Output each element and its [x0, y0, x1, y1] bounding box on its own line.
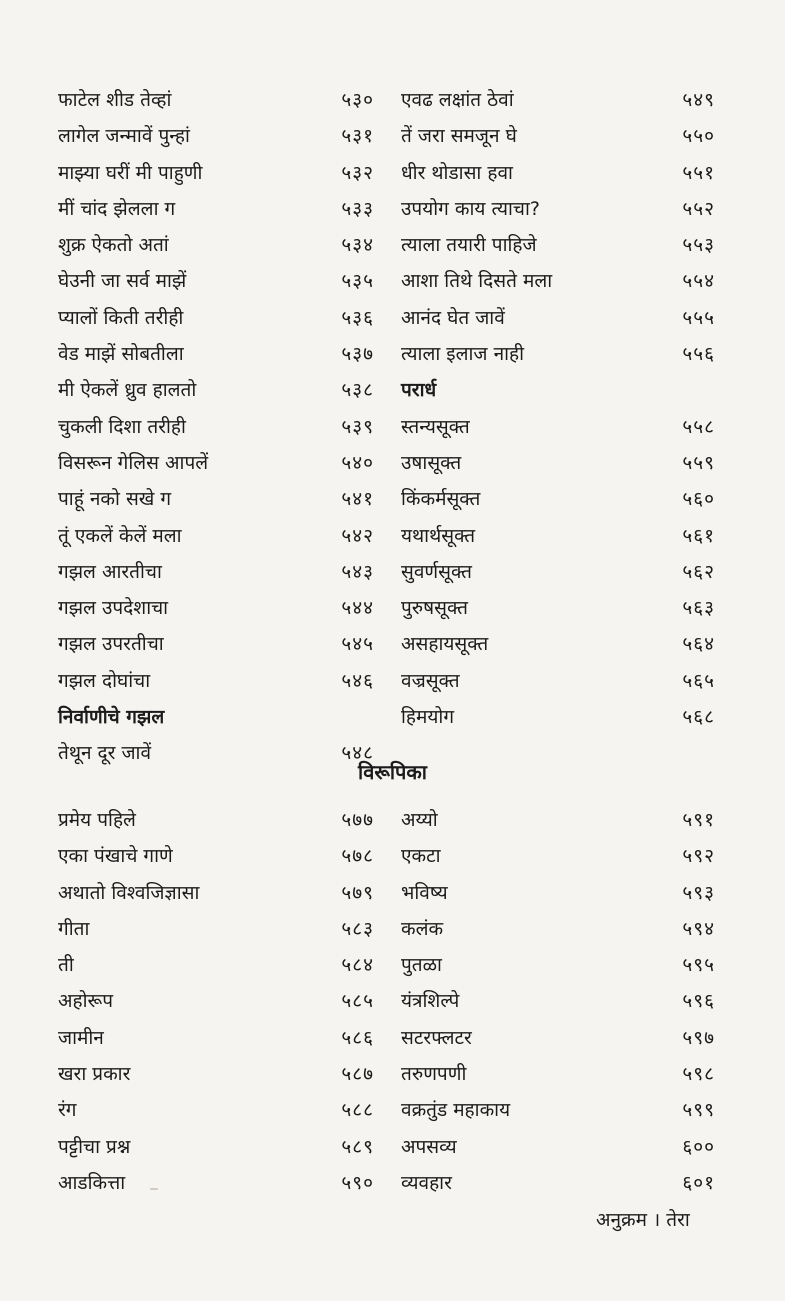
toc-entry: [401, 699, 715, 735]
toc-entry-title: उपयोग काय त्याचा?: [401, 197, 540, 220]
toc-entry: [401, 227, 715, 263]
toc-entry-title: वक्रतुंड महाकाय: [401, 1099, 511, 1122]
toc-entry: [401, 481, 715, 517]
toc-entry: [401, 554, 715, 590]
toc-entry-page: ५४६: [341, 669, 374, 692]
toc-entry: [401, 263, 715, 299]
toc-entry: [401, 663, 715, 699]
toc-entry-page: ५४५: [341, 633, 374, 656]
toc-entry-title: रंग: [58, 1099, 77, 1122]
toc-entry: [401, 191, 715, 227]
toc-entry-title: वज्रसूक्त: [401, 669, 460, 692]
toc-entry: [58, 875, 374, 911]
toc-entry-page: ५३२: [341, 161, 374, 184]
toc-entry: [58, 590, 374, 626]
toc-entry: [58, 518, 374, 554]
toc-entry-page: ५६३: [682, 597, 715, 620]
toc-entry-title: व्यवहार: [401, 1171, 452, 1194]
toc-entry: [401, 626, 715, 662]
toc-entry-title: पाहूं नको सखे ग: [58, 488, 172, 511]
toc-entry-title: तरुणपणी: [401, 1063, 467, 1086]
toc-entry-page: ५८७: [341, 1063, 374, 1086]
toc-column-bottom-left: [58, 802, 374, 1201]
toc-entry-page: ५६१: [682, 524, 715, 547]
toc-entry-page: ५६५: [682, 669, 715, 692]
toc-entry-page: ५३४: [341, 234, 374, 257]
toc-entry: [58, 409, 374, 445]
toc-entry-page: ५५२: [682, 197, 715, 220]
toc-entry-title: गझल दोघांचा: [58, 669, 151, 692]
toc-entry: [58, 911, 374, 947]
toc-entry-title: फाटेल शीड तेव्हां: [58, 89, 172, 111]
toc-entry-title: एकटा: [401, 845, 441, 868]
toc-entry-page: ५९१: [682, 809, 715, 831]
toc-entry: [58, 481, 374, 517]
toc-entry-page: ५९२: [682, 845, 715, 868]
toc-entry-page: ५४४: [341, 597, 374, 620]
toc-entry-title: धीर थोडासा हवा: [401, 161, 513, 184]
toc-column-bottom-right: [401, 802, 715, 1201]
toc-entry-title: तेथून दूर जावें: [58, 742, 152, 765]
toc-entry: [58, 983, 374, 1019]
toc-entry: [58, 663, 374, 699]
toc-entry: [58, 1129, 374, 1165]
toc-entry-title: अपसव्य: [401, 1135, 457, 1158]
toc-entry-title: पुतळा: [401, 954, 442, 977]
toc-entry-page: ५८८: [341, 1099, 374, 1122]
toc-entry-page: ५९८: [682, 1063, 715, 1086]
toc-entry-page: ५७९: [341, 881, 374, 904]
toc-entry-page: ५९६: [682, 990, 715, 1013]
toc-entry-page: ५७८: [341, 845, 374, 868]
toc-entry: [58, 191, 374, 227]
page-footer: अनुक्रम । तेरा: [596, 1209, 690, 1231]
toc-entry-page: ५४०: [341, 451, 374, 474]
toc-entry-title: हिमयोग: [401, 706, 455, 729]
toc-entry-page: ६००: [682, 1135, 715, 1158]
toc-entry-title: गीता: [58, 917, 90, 940]
toc-entry-title: चुकली दिशा तरीही: [58, 415, 186, 438]
toc-entry: [58, 802, 374, 838]
toc-entry-page: ५८९: [341, 1135, 374, 1158]
toc-entry-page: ५८५: [341, 990, 374, 1013]
toc-entry: [58, 1092, 374, 1128]
toc-entry-title: अहोरूप: [58, 990, 114, 1013]
toc-entry-page: ५९४: [682, 917, 715, 940]
toc-column-top-right: [401, 82, 715, 735]
toc-entry: [401, 155, 715, 191]
toc-entry: [58, 155, 374, 191]
toc-entry-title: निर्वाणीचे गझल: [58, 706, 165, 729]
toc-entry-title: आशा तिथे दिसते मला: [401, 270, 553, 293]
toc-entry: [401, 947, 715, 983]
toc-entry-title: तें जरा समजून घे: [401, 125, 517, 148]
toc-entry: [401, 983, 715, 1019]
toc-entry-title: विसरून गेलिस आपलें: [58, 451, 209, 474]
toc-entry-title: मीं चांद झेलला ग: [58, 197, 176, 220]
toc-entry-title: उषासूक्त: [401, 451, 462, 474]
toc-entry-page: ५३९: [341, 415, 374, 438]
toc-entry-title: यंत्रशिल्पे: [401, 990, 460, 1013]
toc-entry-page: ५८६: [341, 1026, 374, 1049]
toc-entry-title: घेउनी जा सर्व माझें: [58, 270, 187, 293]
toc-entry: [58, 1020, 374, 1056]
toc-entry-title: मी ऐकलें ध्रुव हालतो: [58, 379, 197, 402]
toc-entry: [401, 911, 715, 947]
toc-entry: [401, 518, 715, 554]
toc-entry-title: स्तन्यसूक्त: [401, 415, 470, 438]
toc-entry: [401, 875, 715, 911]
toc-entry-title: किंकर्मसूक्त: [401, 488, 481, 511]
toc-entry-page: ५८४: [341, 954, 374, 977]
toc-entry: [58, 227, 374, 263]
toc-entry-title: त्याला इलाज नाही: [401, 343, 525, 366]
toc-entry: [58, 445, 374, 481]
toc-entry-page: ५९७: [682, 1026, 715, 1049]
toc-entry-page: ५५५: [682, 306, 715, 329]
toc-entry-page: ५५४: [682, 270, 715, 293]
toc-entry-title: ती: [58, 954, 74, 977]
toc-entry-page: ५३१: [341, 125, 374, 148]
toc-entry-title: लागेल जन्मावें पुन्हां: [58, 125, 190, 148]
toc-entry-page: ५५१: [682, 161, 715, 184]
toc-entry-title: असहायसूक्त: [401, 633, 489, 656]
toc-entry-title: गझल उपरतीचा: [58, 633, 164, 656]
toc-entry: [58, 838, 374, 874]
toc-entry: [401, 1165, 715, 1201]
toc-entry-title: माझ्या घरीं मी पाहुणी: [58, 161, 203, 184]
toc-entry-page: ५५८: [682, 415, 715, 438]
toc-entry-page: ५४८: [341, 742, 374, 765]
toc-entry-title: आडकित्ता: [58, 1171, 126, 1194]
toc-entry-page: ५६८: [682, 706, 715, 729]
toc-entry-title: गझल आरतीचा: [58, 560, 162, 583]
toc-entry: [401, 336, 715, 372]
toc-entry: [401, 300, 715, 336]
toc-entry-title: खरा प्रकार: [58, 1063, 131, 1086]
toc-subheading: [58, 699, 374, 735]
toc-entry-title: एवढ लक्षांत ठेवां: [401, 89, 514, 111]
toc-entry-title: अय्यो: [401, 809, 438, 831]
toc-entry-page: ५३०: [341, 89, 374, 111]
toc-entry-title: कलंक: [401, 917, 444, 940]
toc-entry-title: सुवर्णसूक्त: [401, 560, 473, 583]
toc-entry-page: ५४३: [341, 560, 374, 583]
toc-column-top-left: [58, 82, 374, 772]
toc-entry-page: ५३७: [341, 343, 374, 366]
toc-entry-page: ५९९: [682, 1099, 715, 1122]
toc-entry: [401, 590, 715, 626]
toc-entry: [58, 372, 374, 408]
toc-entry-title: शुक्र ऐकतो अतां: [58, 234, 169, 257]
toc-entry-page: ५३३: [341, 197, 374, 220]
toc-entry-page: ५६४: [682, 633, 715, 656]
toc-entry-title: एका पंखाचे गाणे: [58, 845, 173, 868]
toc-entry-page: ५४२: [341, 524, 374, 547]
toc-entry: [58, 554, 374, 590]
print-mark: [150, 1188, 158, 1190]
toc-entry-title: पट्टीचा प्रश्न: [58, 1135, 131, 1158]
toc-entry: [401, 1092, 715, 1128]
toc-entry-page: ५४१: [341, 488, 374, 511]
toc-entry-title: त्याला तयारी पाहिजे: [401, 234, 537, 257]
toc-entry: [58, 947, 374, 983]
toc-subheading: [401, 372, 715, 408]
toc-entry: [58, 1165, 374, 1201]
toc-entry-title: यथार्थसूक्त: [401, 524, 476, 547]
toc-entry-page: ५३५: [341, 270, 374, 293]
toc-entry-page: ५५३: [682, 234, 715, 257]
toc-entry-title: भविष्य: [401, 881, 448, 904]
toc-entry-page: ५७७: [341, 809, 374, 831]
toc-entry-page: ५५९: [682, 451, 715, 474]
toc-entry-title: पुरुषसूक्त: [401, 597, 468, 620]
toc-entry-title: आनंद घेत जावें: [401, 306, 505, 329]
toc-entry: [58, 1056, 374, 1092]
toc-entry-page: ६०१: [682, 1171, 715, 1194]
toc-entry: [58, 263, 374, 299]
toc-entry: [58, 626, 374, 662]
toc-entry: [58, 300, 374, 336]
toc-entry: [401, 409, 715, 445]
toc-entry: [58, 118, 374, 154]
toc-entry: [58, 336, 374, 372]
toc-entry: [401, 1020, 715, 1056]
toc-entry-title: तूं एकलें केलें मला: [58, 524, 182, 547]
toc-entry-page: ५३६: [341, 306, 374, 329]
toc-entry-page: ५५६: [682, 343, 715, 366]
toc-entry-page: ५६२: [682, 560, 715, 583]
toc-entry: [401, 445, 715, 481]
toc-entry: [401, 1129, 715, 1165]
toc-entry: [401, 82, 715, 118]
toc-entry-page: ५९५: [682, 954, 715, 977]
toc-entry-page: ५९०: [341, 1171, 374, 1194]
toc-entry-page: ५८३: [341, 917, 374, 940]
toc-entry-title: गझल उपदेशाचा: [58, 597, 169, 620]
toc-entry: [401, 118, 715, 154]
section-heading: विरूपिका: [358, 760, 427, 784]
toc-entry-page: ५९३: [682, 881, 715, 904]
toc-entry-title: वेड माझें सोबतीला: [58, 343, 184, 366]
toc-entry: [401, 1056, 715, 1092]
toc-entry-title: सटरफ्लटर: [401, 1026, 472, 1049]
toc-entry-title: जामीन: [58, 1026, 104, 1049]
toc-entry-page: ५६०: [682, 488, 715, 511]
toc-entry-title: अथातो विश्वजिज्ञासा: [58, 881, 200, 904]
toc-entry: [401, 802, 715, 838]
toc-entry: [58, 82, 374, 118]
toc-entry-title: प्रमेय पहिले: [58, 809, 136, 831]
toc-entry-title: परार्ध: [401, 379, 437, 402]
toc-entry-page: ५३८: [341, 379, 374, 402]
toc-entry-page: ५४९: [682, 89, 715, 111]
toc-entry: [401, 838, 715, 874]
toc-entry-title: प्यालों किती तरीही: [58, 306, 184, 329]
toc-entry-page: ५५०: [682, 125, 715, 148]
